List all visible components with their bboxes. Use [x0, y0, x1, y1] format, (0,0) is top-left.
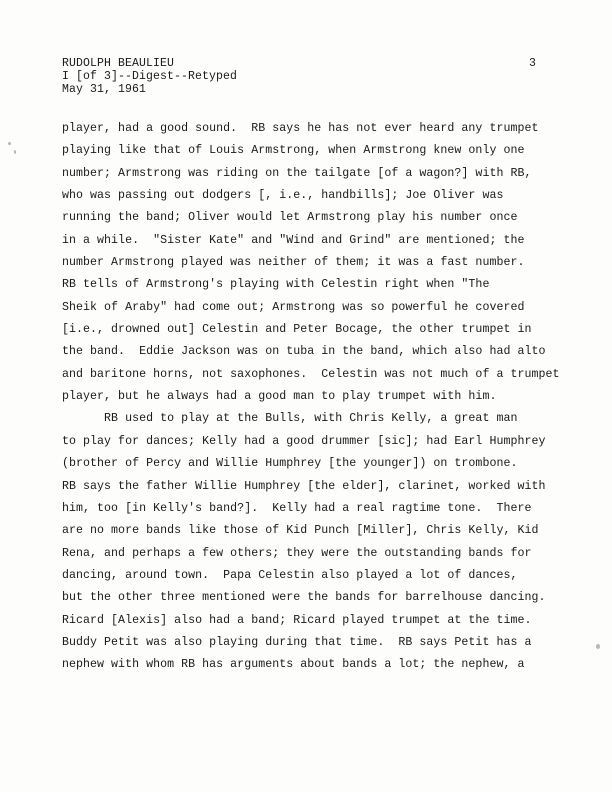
- text-line: Ricard [Alexis] also had a band; Ricard played trumpet at the time.: [62, 613, 532, 627]
- text-line: the band. Eddie Jackson was on tuba in the band, which also had alto: [62, 345, 546, 359]
- text-line: RB says the father Willie Humphrey [the elder], clarinet, worked with: [62, 479, 546, 493]
- scan-speck: [596, 644, 600, 649]
- text-line: dancing, around town. Papa Celestin also played a lot of dances,: [62, 568, 518, 582]
- text-line: him, too [in Kelly's band?]. Kelly had a real ragtime tone. There: [62, 501, 532, 515]
- text-line: nephew with whom RB has arguments about bands a lot; the nephew, a: [62, 658, 525, 672]
- text-line: are no more bands like those of Kid Punch [Miller], Chris Kelly, Kid: [62, 524, 539, 538]
- scan-speck: [14, 150, 16, 154]
- document-part: I [of 3]--Digest--Retyped: [62, 70, 238, 83]
- text-line: RB tells of Armstrong's playing with Celestin right when "The: [62, 278, 490, 292]
- text-line: Sheik of Araby" had come out; Armstrong was so powerful he covered: [62, 300, 525, 314]
- text-line: number; Armstrong was riding on the tailgate [of a wagon?] with RB,: [62, 166, 532, 180]
- text-line: player, but he always had a good man to play trumpet with him.: [62, 390, 497, 404]
- text-line: Rena, and perhaps a few others; they were the outstanding bands for: [62, 546, 532, 560]
- text-line: in a while. "Sister Kate" and "Wind and Grind" are mentioned; the: [62, 233, 525, 247]
- text-line: but the other three mentioned were the bands for barrelhouse dancing.: [62, 591, 546, 605]
- text-line: [i.e., drowned out] Celestin and Peter Bocage, the other trumpet in: [62, 323, 532, 337]
- body-text: [62, 118, 562, 677]
- text-line: to play for dances; Kelly had a good drummer [sic]; had Earl Humphrey: [62, 434, 546, 448]
- text-line: Buddy Petit was also playing during that time. RB says Petit has a: [62, 635, 532, 649]
- text-line: playing like that of Louis Armstrong, when Armstrong knew only one: [62, 144, 525, 158]
- text-line: who was passing out dodgers [, i.e., handbills]; Joe Oliver was: [62, 189, 504, 203]
- interview-date: May 31, 1961: [62, 83, 147, 96]
- text-line: running the band; Oliver would let Armstrong play his number once: [62, 211, 518, 225]
- page-number: 3: [529, 57, 536, 70]
- text-line: and baritone horns, not saxophones. Celestin was not much of a trumpet: [62, 367, 560, 381]
- text-line: (brother of Percy and Willie Humphrey [the younger]) on trombone.: [62, 457, 518, 471]
- text-line: number Armstrong played was neither of them; it was a fast number.: [62, 256, 525, 270]
- text-line: RB used to play at the Bulls, with Chris Kelly, a great man: [62, 412, 518, 426]
- document-header: [62, 57, 237, 96]
- scan-speck: [8, 142, 11, 145]
- interviewee-name: RUDOLPH BEAULIEU: [62, 57, 175, 70]
- text-line: player, had a good sound. RB says he has not ever heard any trumpet: [62, 122, 539, 135]
